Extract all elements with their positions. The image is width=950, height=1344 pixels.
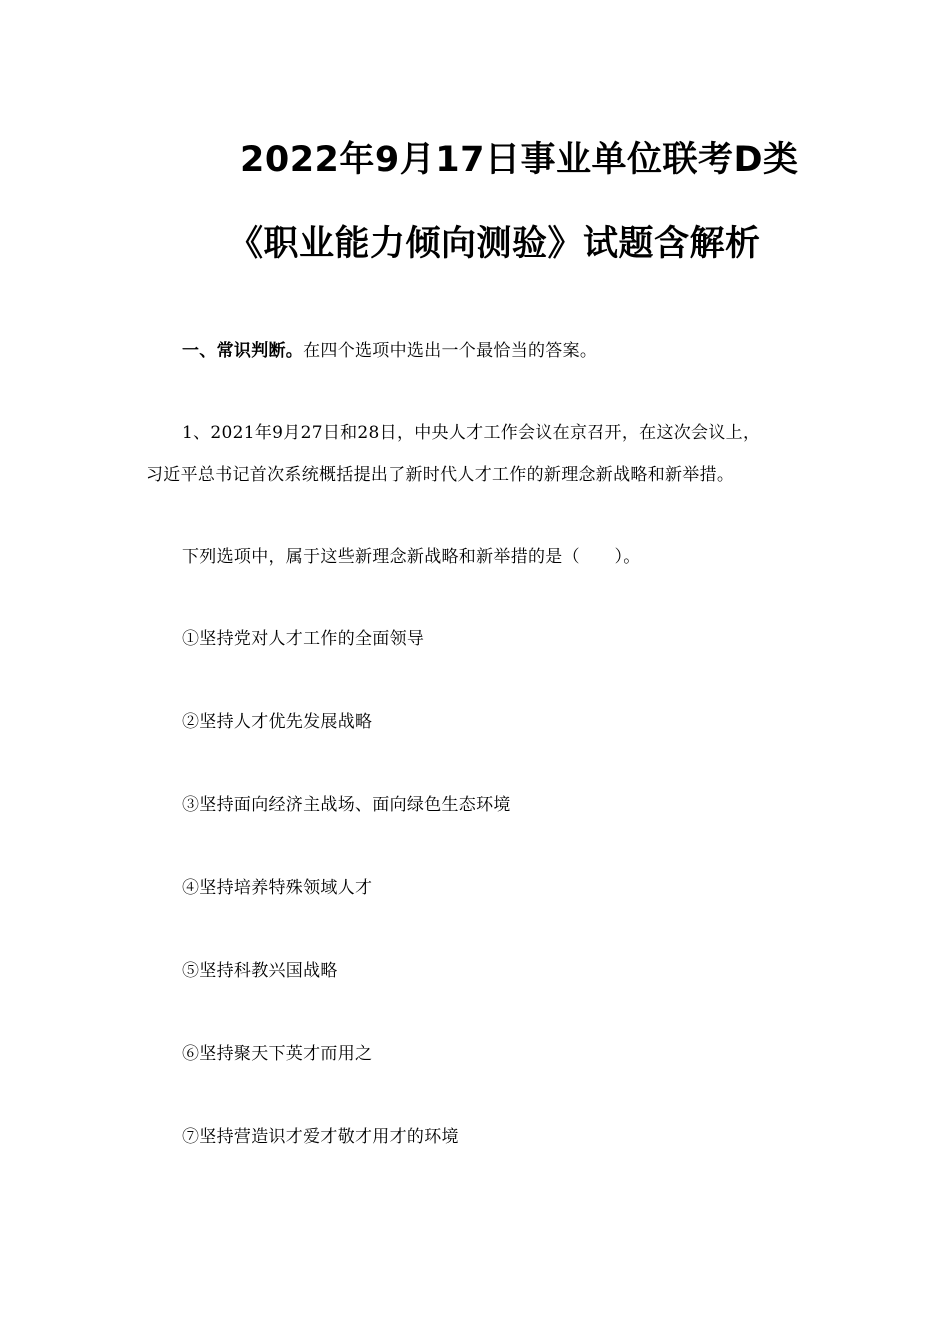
question-1-text-line-2: 习近平总书记首次系统概括提出了新时代人才工作的新理念新战略和新举措。 [146, 465, 735, 485]
question-1-option-3: ③坚持面向经济主战场、面向绿色生态环境 [182, 795, 511, 815]
question-1-option-5: ⑤坚持科教兴国战略 [182, 961, 338, 981]
question-1-prompt: 下列选项中，属于这些新理念新战略和新举措的是（ ）。 [182, 547, 641, 567]
question-1-option-4: ④坚持培养特殊领域人才 [182, 878, 373, 898]
question-1-option-6: ⑥坚持聚天下英才而用之 [182, 1044, 373, 1064]
question-1-option-7: ⑦坚持营造识才爱才敬才用才的环境 [182, 1127, 459, 1147]
section-heading-label: 一、常识判断。 [182, 341, 304, 361]
section-heading [182, 340, 597, 362]
section-instruction: 在四个选项中选出一个最恰当的答案。 [303, 341, 598, 361]
question-1-option-2: ②坚持人才优先发展战略 [182, 712, 373, 732]
question-1-text-line-1: 1、2021年9月27日和28日，中央人才工作会议在京召开，在这次会议上， [182, 423, 761, 443]
document-title-line-1: 2022年9月17日事业单位联考D类 [240, 140, 799, 180]
question-1-option-1: ①坚持党对人才工作的全面领导 [182, 629, 425, 649]
document-title-line-2: 《职业能力倾向测验》试题含解析 [228, 224, 761, 264]
